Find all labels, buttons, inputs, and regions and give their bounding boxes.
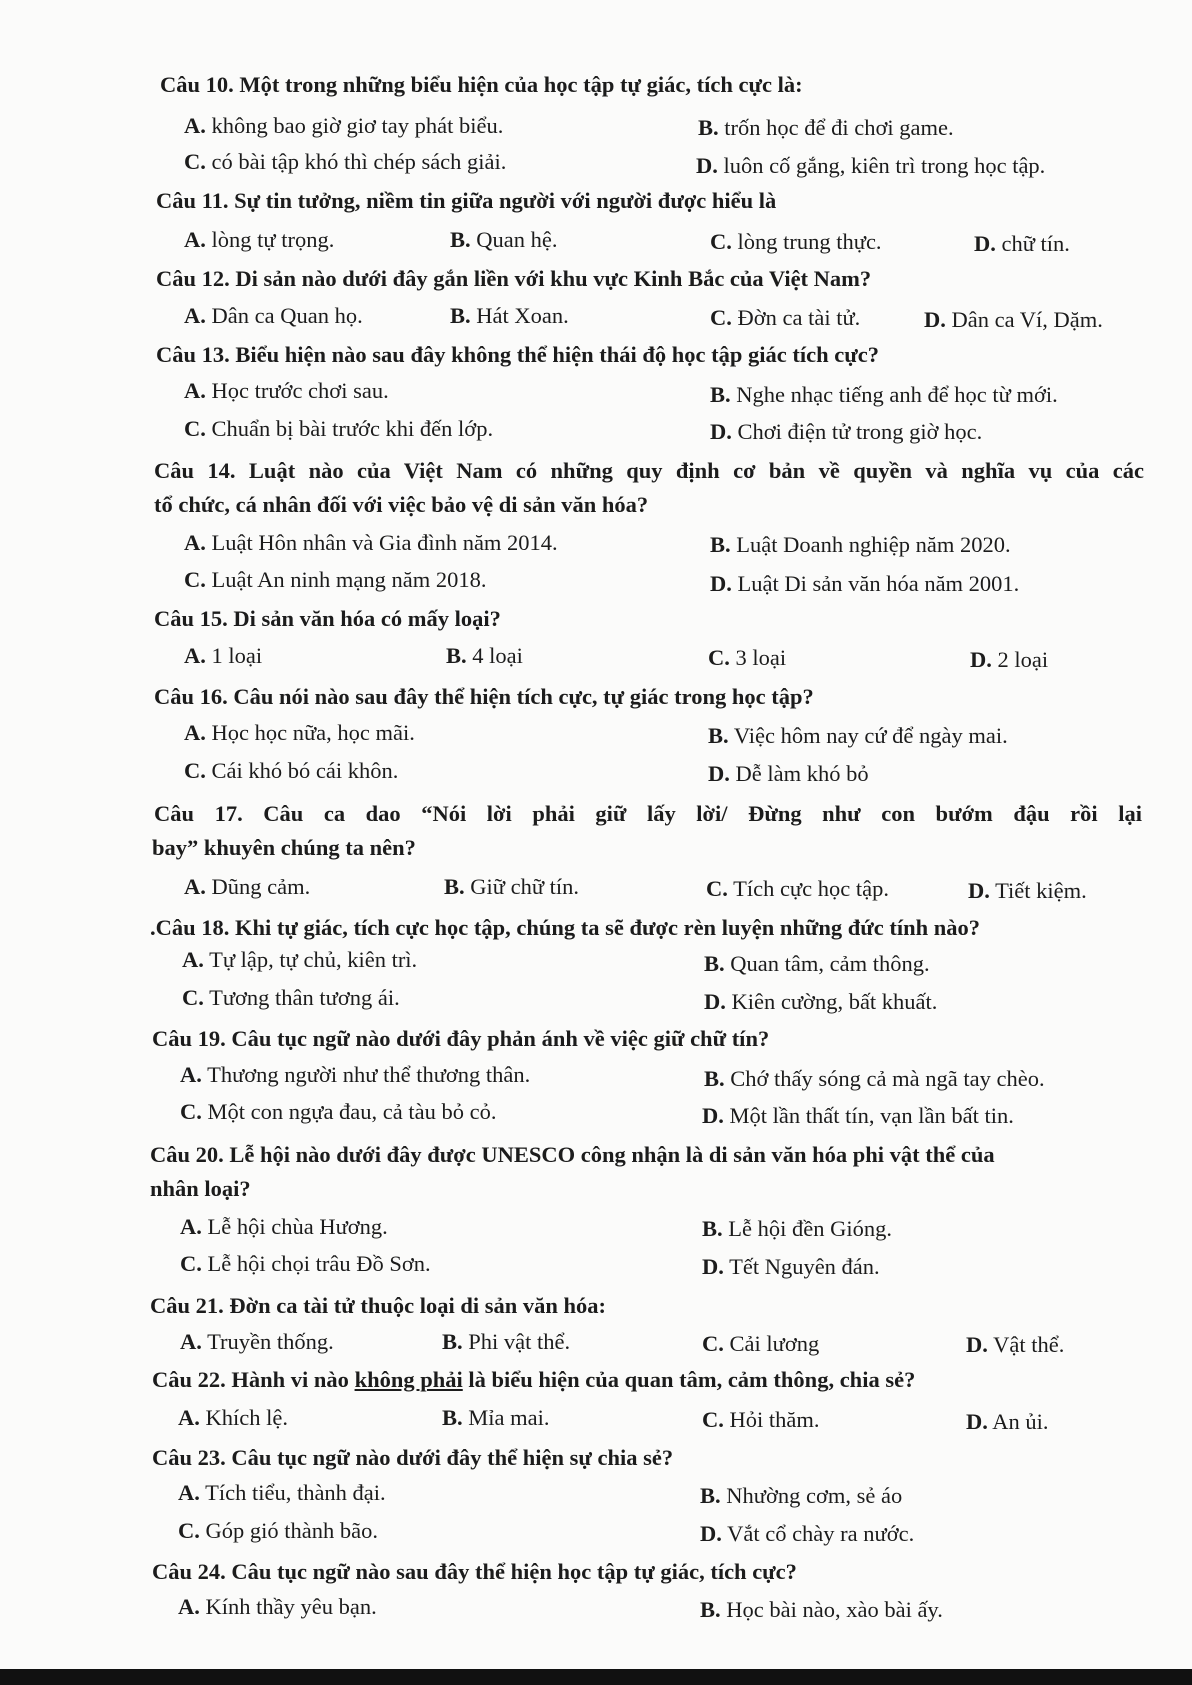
question-20-title-line-1: Câu 20. Lễ hội nào dưới đây được UNESCO công nhận là di sản văn hóa phi vật thể của: [150, 1142, 995, 1167]
q23-option-b-text: Nhường cơm, sẻ áo: [726, 1483, 903, 1508]
q14-option-d-text: Luật Di sản văn hóa năm 2001.: [737, 571, 1020, 596]
q20-option-b-letter: B.: [702, 1216, 723, 1241]
q17-option-b[interactable]: [444, 872, 579, 902]
q22-option-a-letter: A.: [178, 1405, 200, 1430]
q12-option-c-text: Đờn ca tài tử.: [737, 305, 861, 330]
q23-option-b-letter: B.: [700, 1483, 721, 1508]
q21-option-a-letter: A.: [180, 1329, 202, 1354]
q12-option-b[interactable]: [450, 301, 569, 331]
q15-option-b-letter: B.: [446, 643, 467, 668]
question-22-title: [152, 1363, 1147, 1397]
q20-option-c-letter: C.: [180, 1251, 202, 1276]
q21-option-d[interactable]: [966, 1330, 1064, 1360]
q13-option-b[interactable]: [710, 380, 1058, 410]
q12-option-b-letter: B.: [450, 303, 471, 328]
q17-option-d-text: Tiết kiệm.: [995, 878, 1087, 903]
q21-option-a[interactable]: [180, 1327, 334, 1357]
question-14-title-line-2: tổ chức, cá nhân đối với việc bảo vệ di sản văn hóa?: [154, 492, 649, 517]
q22-option-a-text: Khích lệ.: [205, 1405, 288, 1430]
q22-option-a[interactable]: [178, 1403, 288, 1433]
question-13-title: Câu 13. Biểu hiện nào sau đây không thể hiện thái độ học tập giác tích cực?: [156, 342, 879, 367]
question-17-title-line-1: Câu 17. Câu ca dao “Nói lời phải giữ lấy lời/ Đừng như con bướm đậu rồi lại: [154, 801, 1142, 826]
q10-option-a[interactable]: [184, 111, 503, 141]
q16-option-a[interactable]: [184, 718, 415, 748]
q19-option-c[interactable]: [180, 1097, 496, 1127]
q13-option-c-letter: C.: [184, 416, 206, 441]
q10-option-b[interactable]: [698, 113, 954, 143]
q12-option-c[interactable]: [710, 303, 860, 333]
q19-option-a-text: Thương người như thể thương thân.: [207, 1062, 531, 1087]
q23-option-a[interactable]: [178, 1478, 386, 1508]
q16-option-c-text: Cái khó bó cái khôn.: [211, 758, 399, 783]
q18-option-d[interactable]: [704, 987, 937, 1017]
q15-option-c-text: 3 loại: [735, 645, 787, 670]
question-20-title-line-2: nhân loại?: [150, 1176, 251, 1201]
q14-option-c-text: Luật An ninh mạng năm 2018.: [211, 567, 487, 592]
q14-option-b-text: Luật Doanh nghiệp năm 2020.: [736, 532, 1011, 557]
q11-option-b-text: Quan hệ.: [476, 227, 558, 252]
q22-option-c-text: Hỏi thăm.: [729, 1407, 820, 1432]
q24-option-a-letter: A.: [178, 1594, 200, 1619]
q15-option-b-text: 4 loại: [472, 643, 523, 668]
q10-option-d[interactable]: [696, 151, 1045, 181]
q16-option-a-text: Học học nữa, học mãi.: [211, 720, 415, 745]
q18-option-b-text: Quan tâm, cảm thông.: [730, 951, 930, 976]
q23-option-a-text: Tích tiểu, thành đại.: [205, 1480, 386, 1505]
q17-option-b-text: Giữ chữ tín.: [470, 874, 580, 899]
q15-option-d-letter: D.: [970, 647, 992, 672]
q19-option-b-letter: B.: [704, 1066, 725, 1091]
q23-option-c[interactable]: [178, 1516, 378, 1546]
q21-option-b-text: Phi vật thể.: [468, 1329, 571, 1354]
q11-option-a[interactable]: [184, 225, 334, 255]
q10-option-a-text: không bao giờ giơ tay phát biểu.: [211, 113, 504, 138]
q13-option-b-letter: B.: [710, 382, 731, 407]
q21-option-a-text: Truyền thống.: [207, 1329, 334, 1354]
q14-option-b-letter: B.: [710, 532, 731, 557]
q11-option-c[interactable]: [710, 227, 882, 257]
q20-option-d[interactable]: [702, 1252, 880, 1282]
q14-option-d[interactable]: [710, 569, 1019, 599]
q21-option-c-text: Cải lương: [729, 1331, 820, 1356]
q23-option-a-letter: A.: [178, 1480, 200, 1505]
q12-option-a[interactable]: [184, 301, 363, 331]
question-22-title-underlined: không phải: [354, 1367, 463, 1392]
question-16-title: Câu 16. Câu nói nào sau đây thể hiện tích cực, tự giác trong học tập?: [154, 684, 814, 709]
q18-option-c-letter: C.: [182, 985, 204, 1010]
q10-option-d-letter: D.: [696, 153, 718, 178]
q16-option-c-letter: C.: [184, 758, 206, 783]
q18-option-a-letter: A.: [182, 947, 204, 972]
q14-option-c[interactable]: [184, 565, 486, 595]
question-24-title: Câu 24. Câu tục ngữ nào sau đây thể hiện học tập tự giác, tích cực?: [152, 1559, 797, 1584]
question-14-title-line-1: Câu 14. Luật nào của Việt Nam có những quy định cơ bản về quyền và nghĩa vụ của các: [154, 458, 1144, 483]
q16-option-d-text: Dễ làm khó bỏ: [735, 761, 869, 786]
q15-option-a[interactable]: [184, 641, 262, 671]
q15-option-d[interactable]: [970, 645, 1048, 675]
q19-option-d-letter: D.: [702, 1103, 724, 1128]
q24-option-b[interactable]: [700, 1595, 943, 1625]
q23-option-d-letter: D.: [700, 1521, 722, 1546]
q20-option-b-text: Lễ hội đền Gióng.: [728, 1216, 892, 1241]
q19-option-b-text: Chớ thấy sóng cả mà ngã tay chèo.: [730, 1066, 1045, 1091]
q11-option-a-text: lòng tự trọng.: [211, 227, 335, 252]
q18-option-c[interactable]: [182, 983, 400, 1013]
question-17-title-line-2: bay” khuyên chúng ta nên?: [152, 835, 416, 860]
q13-option-d-letter: D.: [710, 419, 732, 444]
q11-option-c-text: lòng trung thực.: [737, 229, 882, 254]
q17-option-c-letter: C.: [706, 876, 728, 901]
q23-option-b[interactable]: [700, 1481, 902, 1511]
q15-option-a-text: 1 loại: [211, 643, 263, 668]
q17-option-a[interactable]: [184, 872, 310, 902]
scan-bottom-edge: [0, 1669, 1192, 1685]
q23-option-d[interactable]: [700, 1519, 914, 1549]
q17-option-c-text: Tích cực học tập.: [733, 876, 889, 901]
q13-option-a-letter: A.: [184, 378, 206, 403]
q14-option-a-text: Luật Hôn nhân và Gia đình năm 2014.: [211, 530, 558, 555]
q18-option-b-letter: B.: [704, 951, 725, 976]
q18-option-d-letter: D.: [704, 989, 726, 1014]
question-21-title: Câu 21. Đờn ca tài tử thuộc loại di sản văn hóa:: [150, 1293, 607, 1318]
q23-option-d-text: Vắt cổ chày ra nước.: [727, 1521, 915, 1546]
q10-option-b-letter: B.: [698, 115, 719, 140]
q14-option-c-letter: C.: [184, 567, 206, 592]
q22-option-d-text: An ủi.: [992, 1409, 1049, 1434]
q12-option-c-letter: C.: [710, 305, 732, 330]
q15-option-c[interactable]: [708, 643, 786, 673]
q22-option-d-letter: D.: [966, 1409, 988, 1434]
q10-option-c-text: có bài tập khó thì chép sách giải.: [211, 149, 507, 174]
q15-option-d-text: 2 loại: [997, 647, 1049, 672]
q17-option-a-text: Dũng cảm.: [211, 874, 311, 899]
q21-option-d-text: Vật thể.: [993, 1332, 1065, 1357]
q20-option-c[interactable]: [180, 1249, 431, 1279]
q11-option-b-letter: B.: [450, 227, 471, 252]
q21-option-c-letter: C.: [702, 1331, 724, 1356]
q12-option-d[interactable]: [924, 305, 1103, 335]
q15-option-c-letter: C.: [708, 645, 730, 670]
q11-option-d-letter: D.: [974, 231, 996, 256]
q10-option-c-letter: C.: [184, 149, 206, 174]
q20-option-a-letter: A.: [180, 1214, 202, 1239]
question-22-title-post: là biểu hiện của quan tâm, cảm thông, chia sẻ?: [462, 1367, 916, 1392]
q10-option-a-letter: A.: [184, 113, 206, 138]
q18-option-c-text: Tương thân tương ái.: [209, 985, 400, 1010]
q10-option-b-text: trốn học để đi chơi game.: [724, 115, 954, 140]
q18-option-b[interactable]: [704, 949, 930, 979]
question-23-title: Câu 23. Câu tục ngữ nào dưới đây thể hiện sự chia sẻ?: [152, 1445, 674, 1470]
q24-option-b-letter: B.: [700, 1597, 721, 1622]
q22-option-b-letter: B.: [442, 1405, 463, 1430]
q19-option-c-letter: C.: [180, 1099, 202, 1124]
q21-option-c[interactable]: [702, 1329, 819, 1359]
q10-option-d-text: luôn cố gắng, kiên trì trong học tập.: [723, 153, 1046, 178]
q20-option-d-letter: D.: [702, 1254, 724, 1279]
q16-option-c[interactable]: [184, 756, 398, 786]
q10-option-c[interactable]: [184, 147, 506, 177]
q19-option-a-letter: A.: [180, 1062, 202, 1087]
q13-option-b-text: Nghe nhạc tiếng anh để học từ mới.: [736, 382, 1058, 407]
q22-option-c[interactable]: [702, 1405, 820, 1435]
q22-option-d[interactable]: [966, 1407, 1049, 1437]
q11-option-b[interactable]: [450, 225, 558, 255]
q13-option-a-text: Học trước chơi sau.: [211, 378, 389, 403]
q13-option-c-text: Chuẩn bị bài trước khi đến lớp.: [211, 416, 494, 441]
question-22-title-pre: Câu 22. Hành vi nào: [152, 1367, 355, 1392]
q11-option-c-letter: C.: [710, 229, 732, 254]
q22-option-b-text: Mỉa mai.: [468, 1405, 550, 1430]
q19-option-d[interactable]: [702, 1101, 1014, 1131]
q20-option-d-text: Tết Nguyên đán.: [729, 1254, 880, 1279]
question-18-title: .Câu 18. Khi tự giác, tích cực học tập, chúng ta sẽ được rèn luyện những đức tính nào?: [150, 915, 981, 940]
q17-option-c[interactable]: [706, 874, 889, 904]
question-19-title: Câu 19. Câu tục ngữ nào dưới đây phản ánh về việc giữ chữ tín?: [152, 1026, 770, 1051]
q17-option-a-letter: A.: [184, 874, 206, 899]
q21-option-b-letter: B.: [442, 1329, 463, 1354]
q16-option-b-letter: B.: [708, 723, 729, 748]
q12-option-a-text: Dân ca Quan họ.: [211, 303, 363, 328]
q21-option-b[interactable]: [442, 1327, 570, 1357]
q24-option-a[interactable]: [178, 1592, 377, 1622]
q23-option-c-text: Góp gió thành bão.: [205, 1518, 378, 1543]
q16-option-a-letter: A.: [184, 720, 206, 745]
q21-option-d-letter: D.: [966, 1332, 988, 1357]
q20-option-a[interactable]: [180, 1212, 388, 1242]
q12-option-d-text: Dân ca Ví, Dặm.: [951, 307, 1103, 332]
q13-option-d-text: Chơi điện tử trong giờ học.: [737, 419, 983, 444]
q11-option-a-letter: A.: [184, 227, 206, 252]
q24-option-a-text: Kính thầy yêu bạn.: [205, 1594, 377, 1619]
q19-option-d-text: Một lần thất tín, vạn lần bất tin.: [729, 1103, 1014, 1128]
q18-option-a[interactable]: [182, 945, 417, 975]
q14-option-a[interactable]: [184, 528, 558, 558]
q17-option-d-letter: D.: [968, 878, 990, 903]
q16-option-b-text: Việc hôm nay cứ để ngày mai.: [733, 723, 1008, 748]
q12-option-a-letter: A.: [184, 303, 206, 328]
q19-option-b[interactable]: [704, 1064, 1045, 1094]
q22-option-b[interactable]: [442, 1403, 550, 1433]
question-15-title: Câu 15. Di sản văn hóa có mấy loại?: [154, 606, 501, 631]
q14-option-d-letter: D.: [710, 571, 732, 596]
q19-option-a[interactable]: [180, 1060, 530, 1090]
q22-option-c-letter: C.: [702, 1407, 724, 1432]
q19-option-c-text: Một con ngựa đau, cả tàu bỏ cỏ.: [207, 1099, 497, 1124]
q12-option-b-text: Hát Xoan.: [476, 303, 569, 328]
q11-option-d[interactable]: [974, 229, 1070, 259]
question-12-title: Câu 12. Di sản nào dưới đây gắn liền với khu vực Kinh Bắc của Việt Nam?: [156, 266, 872, 291]
q13-option-d[interactable]: [710, 417, 982, 447]
q16-option-b[interactable]: [708, 721, 1008, 751]
q13-option-a[interactable]: [184, 376, 389, 406]
q13-option-c[interactable]: [184, 414, 493, 444]
q15-option-b[interactable]: [446, 641, 523, 671]
q17-option-d[interactable]: [968, 876, 1087, 906]
q20-option-b[interactable]: [702, 1214, 892, 1244]
question-11-title: Câu 11. Sự tin tưởng, niềm tin giữa người với người được hiểu là: [156, 188, 777, 213]
q20-option-c-text: Lễ hội chọi trâu Đồ Sơn.: [207, 1251, 431, 1276]
question-10-title: Câu 10. Một trong những biểu hiện của học tập tự giác, tích cực là:: [160, 72, 803, 97]
q17-option-b-letter: B.: [444, 874, 465, 899]
q11-option-d-text: chữ tín.: [1001, 231, 1070, 256]
q23-option-c-letter: C.: [178, 1518, 200, 1543]
q20-option-a-text: Lễ hội chùa Hương.: [207, 1214, 388, 1239]
q14-option-a-letter: A.: [184, 530, 206, 555]
q18-option-d-text: Kiên cường, bất khuất.: [731, 989, 938, 1014]
q24-option-b-text: Học bài nào, xào bài ấy.: [726, 1597, 943, 1622]
q16-option-d-letter: D.: [708, 761, 730, 786]
q14-option-b[interactable]: [710, 530, 1011, 560]
q18-option-a-text: Tự lập, tự chủ, kiên trì.: [209, 947, 418, 972]
q16-option-d[interactable]: [708, 759, 869, 789]
q12-option-d-letter: D.: [924, 307, 946, 332]
q15-option-a-letter: A.: [184, 643, 206, 668]
